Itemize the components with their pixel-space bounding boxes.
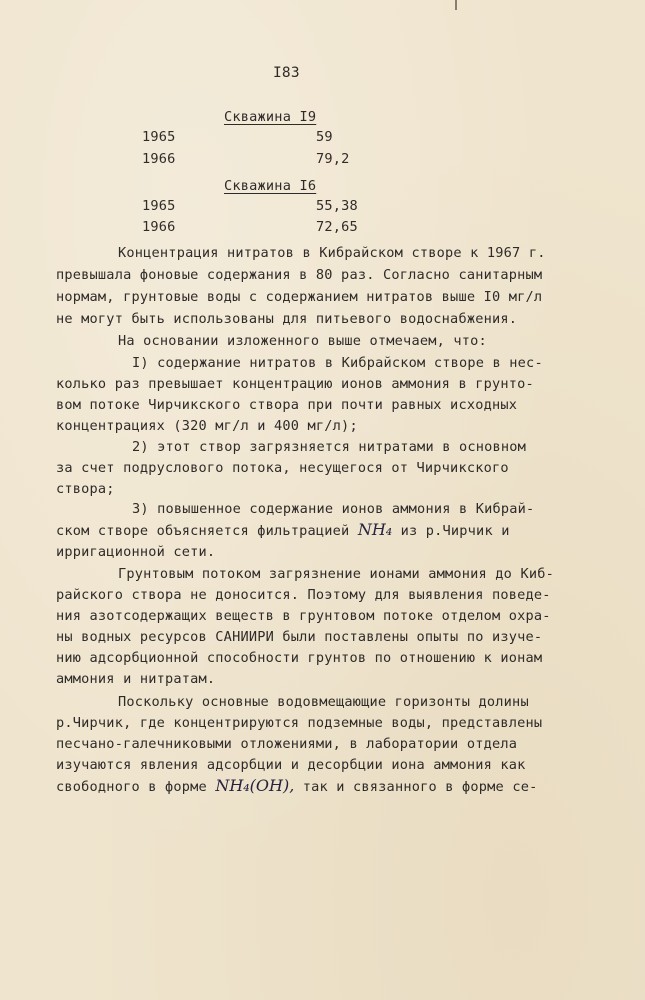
text-line: аммония и нитратам. [56, 671, 216, 687]
list-item-line: вом потоке Чирчикского створа при почти равных исходных [56, 397, 518, 413]
text-line [56, 777, 537, 796]
text-line: ны водных ресурсов САНИИРИ были поставлены опыты по изуче- [56, 629, 543, 645]
list-item-line: 2) этот створ загрязняется нитратами в основном [132, 439, 527, 455]
text-line: песчано-галечниковыми отложениями, в лаборатории отдела [56, 736, 518, 752]
text-segment: из р.Чирчик и [392, 523, 510, 539]
text-line: не могут быть использованы для питьевого водоснабжения. [56, 311, 518, 327]
text-line: ния азотсодержащих веществ в грунтовом потоке отделом охра- [56, 608, 551, 624]
well-value: 55,38 [316, 198, 358, 214]
text-line: Концентрация нитратов в Кибрайском створе к 1967 г. [118, 245, 546, 261]
text-line: Грунтовым потоком загрязнение ионами аммония до Киб- [118, 566, 554, 582]
well-value: 72,65 [316, 219, 358, 235]
list-item-line: створа; [56, 481, 115, 497]
list-item-line: 3) повышенное содержание ионов аммония в Кибрай- [132, 501, 535, 517]
list-item-line: концентрациях (320 мг/л и 400 мг/л); [56, 418, 358, 434]
text-segment: ском створе объясняется фильтрацией [56, 523, 358, 539]
text-line: нормам, грунтовые воды с содержанием нитратов выше I0 мг/л [56, 289, 543, 305]
page-number: I83 [273, 65, 300, 81]
list-item-line: I) содержание нитратов в Кибрайском створе в нес- [132, 355, 543, 371]
text-line: нию адсорбционной способности грунтов по отношению к ионам [56, 650, 543, 666]
well-title: Скважина I9 [224, 109, 317, 125]
text-line: р.Чирчик, где концентрируются подземные воды, представлены [56, 715, 543, 731]
well-year: 1965 [142, 129, 176, 145]
text-line: изучаются явления адсорбции и десорбции иона аммония как [56, 757, 526, 773]
well-year: 1966 [142, 151, 176, 167]
text-line: превышала фоновые содержания в 80 раз. Согласно санитарным [56, 267, 543, 283]
handwritten-formula: NH₄ [357, 520, 393, 539]
text-segment: так и связанного в форме се- [294, 779, 538, 795]
text-line: райского створа не доносится. Поэтому для выявления поведе- [56, 587, 551, 603]
well-title: Скважина I6 [224, 178, 317, 194]
list-item-line: ирригационной сети. [56, 544, 216, 560]
well-value: 79,2 [316, 151, 350, 167]
margin-mark [455, 0, 457, 10]
text-segment: свободного в форме [56, 779, 216, 795]
list-item-line: за счет подруслового потока, несущегося от Чирчикского [56, 460, 509, 476]
handwritten-formula: NH₄(OH), [215, 776, 295, 795]
text-line: Поскольку основные водовмещающие горизонты долины [118, 694, 529, 710]
well-value: 59 [316, 129, 333, 145]
text-line: На основании изложенного выше отмечаем, что: [118, 333, 487, 349]
list-item-line: колько раз превышает концентрацию ионов аммония в грунто- [56, 376, 534, 392]
list-item-line [56, 521, 510, 540]
well-year: 1966 [142, 219, 176, 235]
well-year: 1965 [142, 198, 176, 214]
